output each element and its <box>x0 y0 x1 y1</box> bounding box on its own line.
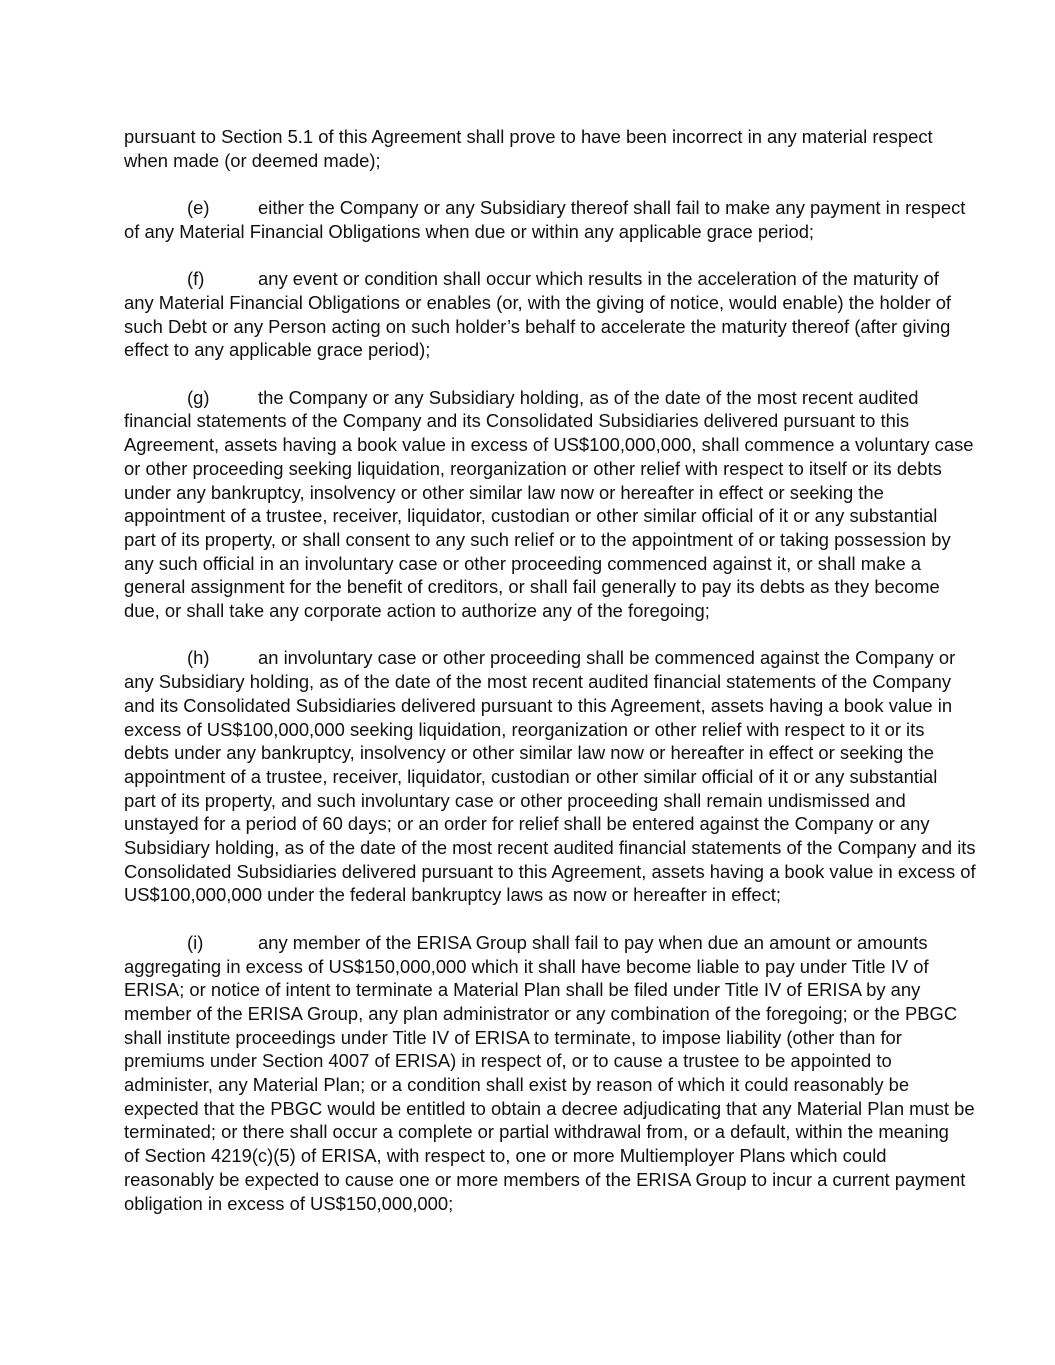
text-line: due, or shall take any corporate action to authorize any of the foregoing; <box>124 600 710 622</box>
text-line: effect to any applicable grace period); <box>124 339 431 361</box>
text-line: US$100,000,000 under the federal bankruptcy laws as now or hereafter in effect; <box>124 884 782 906</box>
text-line: shall institute proceedings under Title IV of ERISA to terminate, to impose liability (other than for <box>124 1026 902 1048</box>
clause-paragraph <box>124 267 992 362</box>
continuation-paragraph <box>124 125 992 172</box>
clause-label: (i) <box>187 931 204 953</box>
text-line: any Subsidiary holding, as of the date of the most recent audited financial statements of the Company <box>124 671 952 693</box>
text-line <box>124 646 992 670</box>
text-line: such Debt or any Person acting on such holder’s behalf to accelerate the maturity thereof (after giving <box>124 315 951 337</box>
text-line: Agreement, assets having a book value in excess of US$100,000,000, shall commence a voluntary case <box>124 434 974 456</box>
text-line: terminated; or there shall occur a complete or partial withdrawal from, or a default, within the meaning <box>124 1121 949 1143</box>
text-line: and its Consolidated Subsidiaries delivered pursuant to this Agreement, assets having a book value in <box>124 694 953 716</box>
text-line <box>124 386 992 410</box>
clause-label: (e) <box>187 197 210 219</box>
text-line: Subsidiary holding, as of the date of the most recent audited financial statements of the Company and its <box>124 837 976 859</box>
text-line: premiums under Section 4007 of ERISA) in respect of, or to cause a trustee to be appointed to <box>124 1050 892 1072</box>
clause-text: any member of the ERISA Group shall fail to pay when due an amount or amounts <box>258 931 928 953</box>
text-line: excess of US$100,000,000 seeking liquidation, reorganization or other relief with respect to it or its <box>124 718 925 740</box>
text-line: part of its property, or shall consent to any such relief or to the appointment of or taking possession by <box>124 528 951 550</box>
text-line: reasonably be expected to cause one or more members of the ERISA Group to incur a current payment <box>124 1168 966 1190</box>
clause-paragraph <box>124 646 992 907</box>
text-line: of any Material Financial Obligations when due or within any applicable grace period; <box>124 220 815 242</box>
text-line: general assignment for the benefit of creditors, or shall fail generally to pay its debts as they become <box>124 576 940 598</box>
clause-text: any event or condition shall occur which results in the acceleration of the maturity of <box>258 268 939 290</box>
text-line: appointment of a trustee, receiver, liquidator, custodian or other similar official of it or any substantial <box>124 505 938 527</box>
clause-text: the Company or any Subsidiary holding, as of the date of the most recent audited <box>258 386 919 408</box>
text-line: ERISA; or notice of intent to terminate a Material Plan shall be filed under Title IV of ERISA by any <box>124 979 921 1001</box>
text-line: part of its property, and such involuntary case or other proceeding shall remain undismissed and <box>124 789 906 811</box>
text-line <box>124 267 992 291</box>
clause-text: an involuntary case or other proceeding shall be commenced against the Company or <box>258 647 956 669</box>
text-line: pursuant to Section 5.1 of this Agreement shall prove to have been incorrect in any material respect <box>124 126 933 147</box>
text-line: when made (or deemed made); <box>124 149 381 171</box>
text-line: Consolidated Subsidiaries delivered pursuant to this Agreement, assets having a book value in excess of <box>124 860 976 882</box>
document-body <box>124 125 992 1239</box>
text-line: appointment of a trustee, receiver, liquidator, custodian or other similar official of it or any substantial <box>124 765 938 787</box>
text-line <box>124 196 992 220</box>
clause-text: either the Company or any Subsidiary thereof shall fail to make any payment in respect <box>258 197 966 219</box>
text-line: any Material Financial Obligations or enables (or, with the giving of notice, would enable) the holder of <box>124 291 952 313</box>
clause-label: (h) <box>187 647 210 669</box>
clause-label: (g) <box>187 386 210 408</box>
text-line: of Section 4219(c)(5) of ERISA, with respect to, one or more Multiemployer Plans which could <box>124 1145 887 1167</box>
clause-paragraph <box>124 386 992 623</box>
text-line: financial statements of the Company and its Consolidated Subsidiaries delivered pursuant to this <box>124 410 910 432</box>
text-line: under any bankruptcy, insolvency or other similar law now or hereafter in effect or seeking the <box>124 481 884 503</box>
clause-paragraph <box>124 196 992 243</box>
text-line: obligation in excess of US$150,000,000; <box>124 1192 454 1214</box>
clause-label: (f) <box>187 268 205 290</box>
text-line: expected that the PBGC would be entitled to obtain a decree adjudicating that any Material Plan must be <box>124 1097 975 1119</box>
text-line: member of the ERISA Group, any plan administrator or any combination of the foregoing; or the PBGC <box>124 1002 958 1024</box>
text-line: or other proceeding seeking liquidation, reorganization or other relief with respect to itself or its debts <box>124 457 942 479</box>
text-line <box>124 931 992 955</box>
text-line: unstayed for a period of 60 days; or an order for relief shall be entered against the Company or any <box>124 813 930 835</box>
text-line: administer, any Material Plan; or a condition shall exist by reason of which it could reasonably be <box>124 1074 910 1096</box>
text-line: aggregating in excess of US$150,000,000 which it shall have become liable to pay under Title IV of <box>124 955 929 977</box>
clause-paragraph <box>124 931 992 1215</box>
text-line: debts under any bankruptcy, insolvency or other similar law now or hereafter in effect or seeking the <box>124 742 934 764</box>
text-line: any such official in an involuntary case or other proceeding commenced against it, or shall make a <box>124 552 922 574</box>
